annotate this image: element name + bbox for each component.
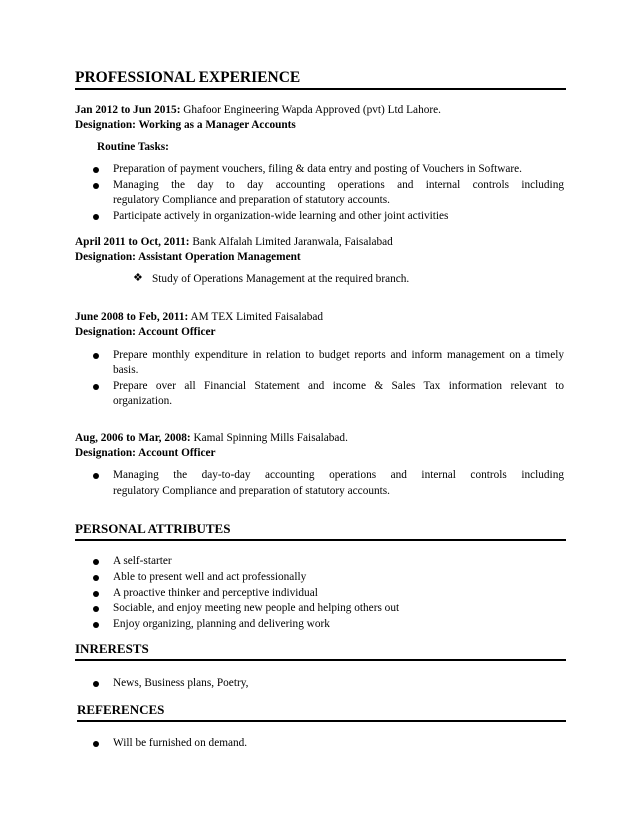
job-3-period: June 2008 to Feb, 2011: [75,311,189,323]
bullet-icon [93,622,99,628]
job-4-employer: Kamal Spinning Mills Faisalabad. [190,432,348,444]
job-1-designation: Designation: Working as a Manager Accounts [75,119,296,131]
job-3-bullet-2: Prepare over all Financial Statement and income & Sales Tax information relevant to [113,380,564,392]
job-3-designation: Designation: Account Officer [75,326,216,338]
job-1-bullet-3: Participate actively in organization-wide learning and other joint activities [113,210,449,222]
bullet-icon [93,559,99,565]
job-2-header [75,235,566,250]
job-4-designation: Designation: Account Officer [75,447,216,459]
job-3-bullet-1-cont: basis. [113,364,139,376]
bullet-icon [93,214,99,220]
bullet-icon [93,384,99,390]
attribute-item: A self-starter [113,555,172,567]
job-2-period: April 2011 to Oct, 2011: [75,236,190,248]
job-1-bullet-2-cont: regulatory Compliance and preparation of statutory accounts. [113,194,390,206]
bullet-icon [93,353,99,359]
job-2-employer: Bank Alfalah Limited Jaranwala, Faisalabad [189,236,393,248]
job-3-bullet-1: Prepare monthly expenditure in relation to budget reports and inform management on a timely [113,349,564,361]
attribute-item: Sociable, and enjoy meeting new people and helping others out [113,602,400,614]
job-1-bullet-1: Preparation of payment vouchers, filing & data entry and posting of Vouchers in Software. [113,163,522,175]
interest-item: News, Business plans, Poetry, [113,677,249,689]
personal-attributes-heading: PERSONAL ATTRIBUTES [75,521,566,541]
attribute-item: Able to present well and act professionally [113,571,307,583]
references-heading: REFERENCES [77,702,566,722]
bullet-icon [93,473,99,479]
job-2-bullet-1: Study of Operations Management at the required branch. [152,273,410,285]
reference-item: Will be furnished on demand. [113,737,248,749]
bullet-icon [93,741,99,747]
job-1-bullet-2: Managing the day to day accounting operations and internal controls including [113,179,564,191]
professional-experience-heading: PROFESSIONAL EXPERIENCE [75,68,566,90]
bullet-icon [93,591,99,597]
job-3-employer: AM TEX Limited Faisalabad [188,311,324,323]
job-4-header [75,431,566,446]
job-4-bullet-1-cont: regulatory Compliance and preparation of statutory accounts. [113,485,390,497]
job-2-designation: Designation: Assistant Operation Management [75,251,301,263]
bullet-icon [93,606,99,612]
bullet-icon [93,183,99,189]
job-1-employer: Ghafoor Engineering Wapda Approved (pvt) Ltd Lahore. [180,104,441,116]
bullet-icon [93,575,99,581]
attribute-item: Enjoy organizing, planning and delivering work [113,618,330,630]
job-4-period: Aug, 2006 to Mar, 2008: [75,432,191,444]
job-3-bullet-2-cont: organization. [113,395,173,407]
attribute-item: A proactive thinker and perceptive individual [113,587,318,599]
routine-tasks-heading: Routine Tasks: [97,141,169,153]
bullet-icon [93,167,99,173]
job-1-header [75,103,566,118]
job-4-bullet-1: Managing the day-to-day accounting operations and internal controls including [113,469,564,481]
bullet-icon [93,681,99,687]
diamond-bullet-icon: ❖ [133,272,143,284]
interests-heading: INRERESTS [75,641,566,661]
job-1-period: Jan 2012 to Jun 2015: [75,104,181,116]
job-3-header [75,310,566,325]
